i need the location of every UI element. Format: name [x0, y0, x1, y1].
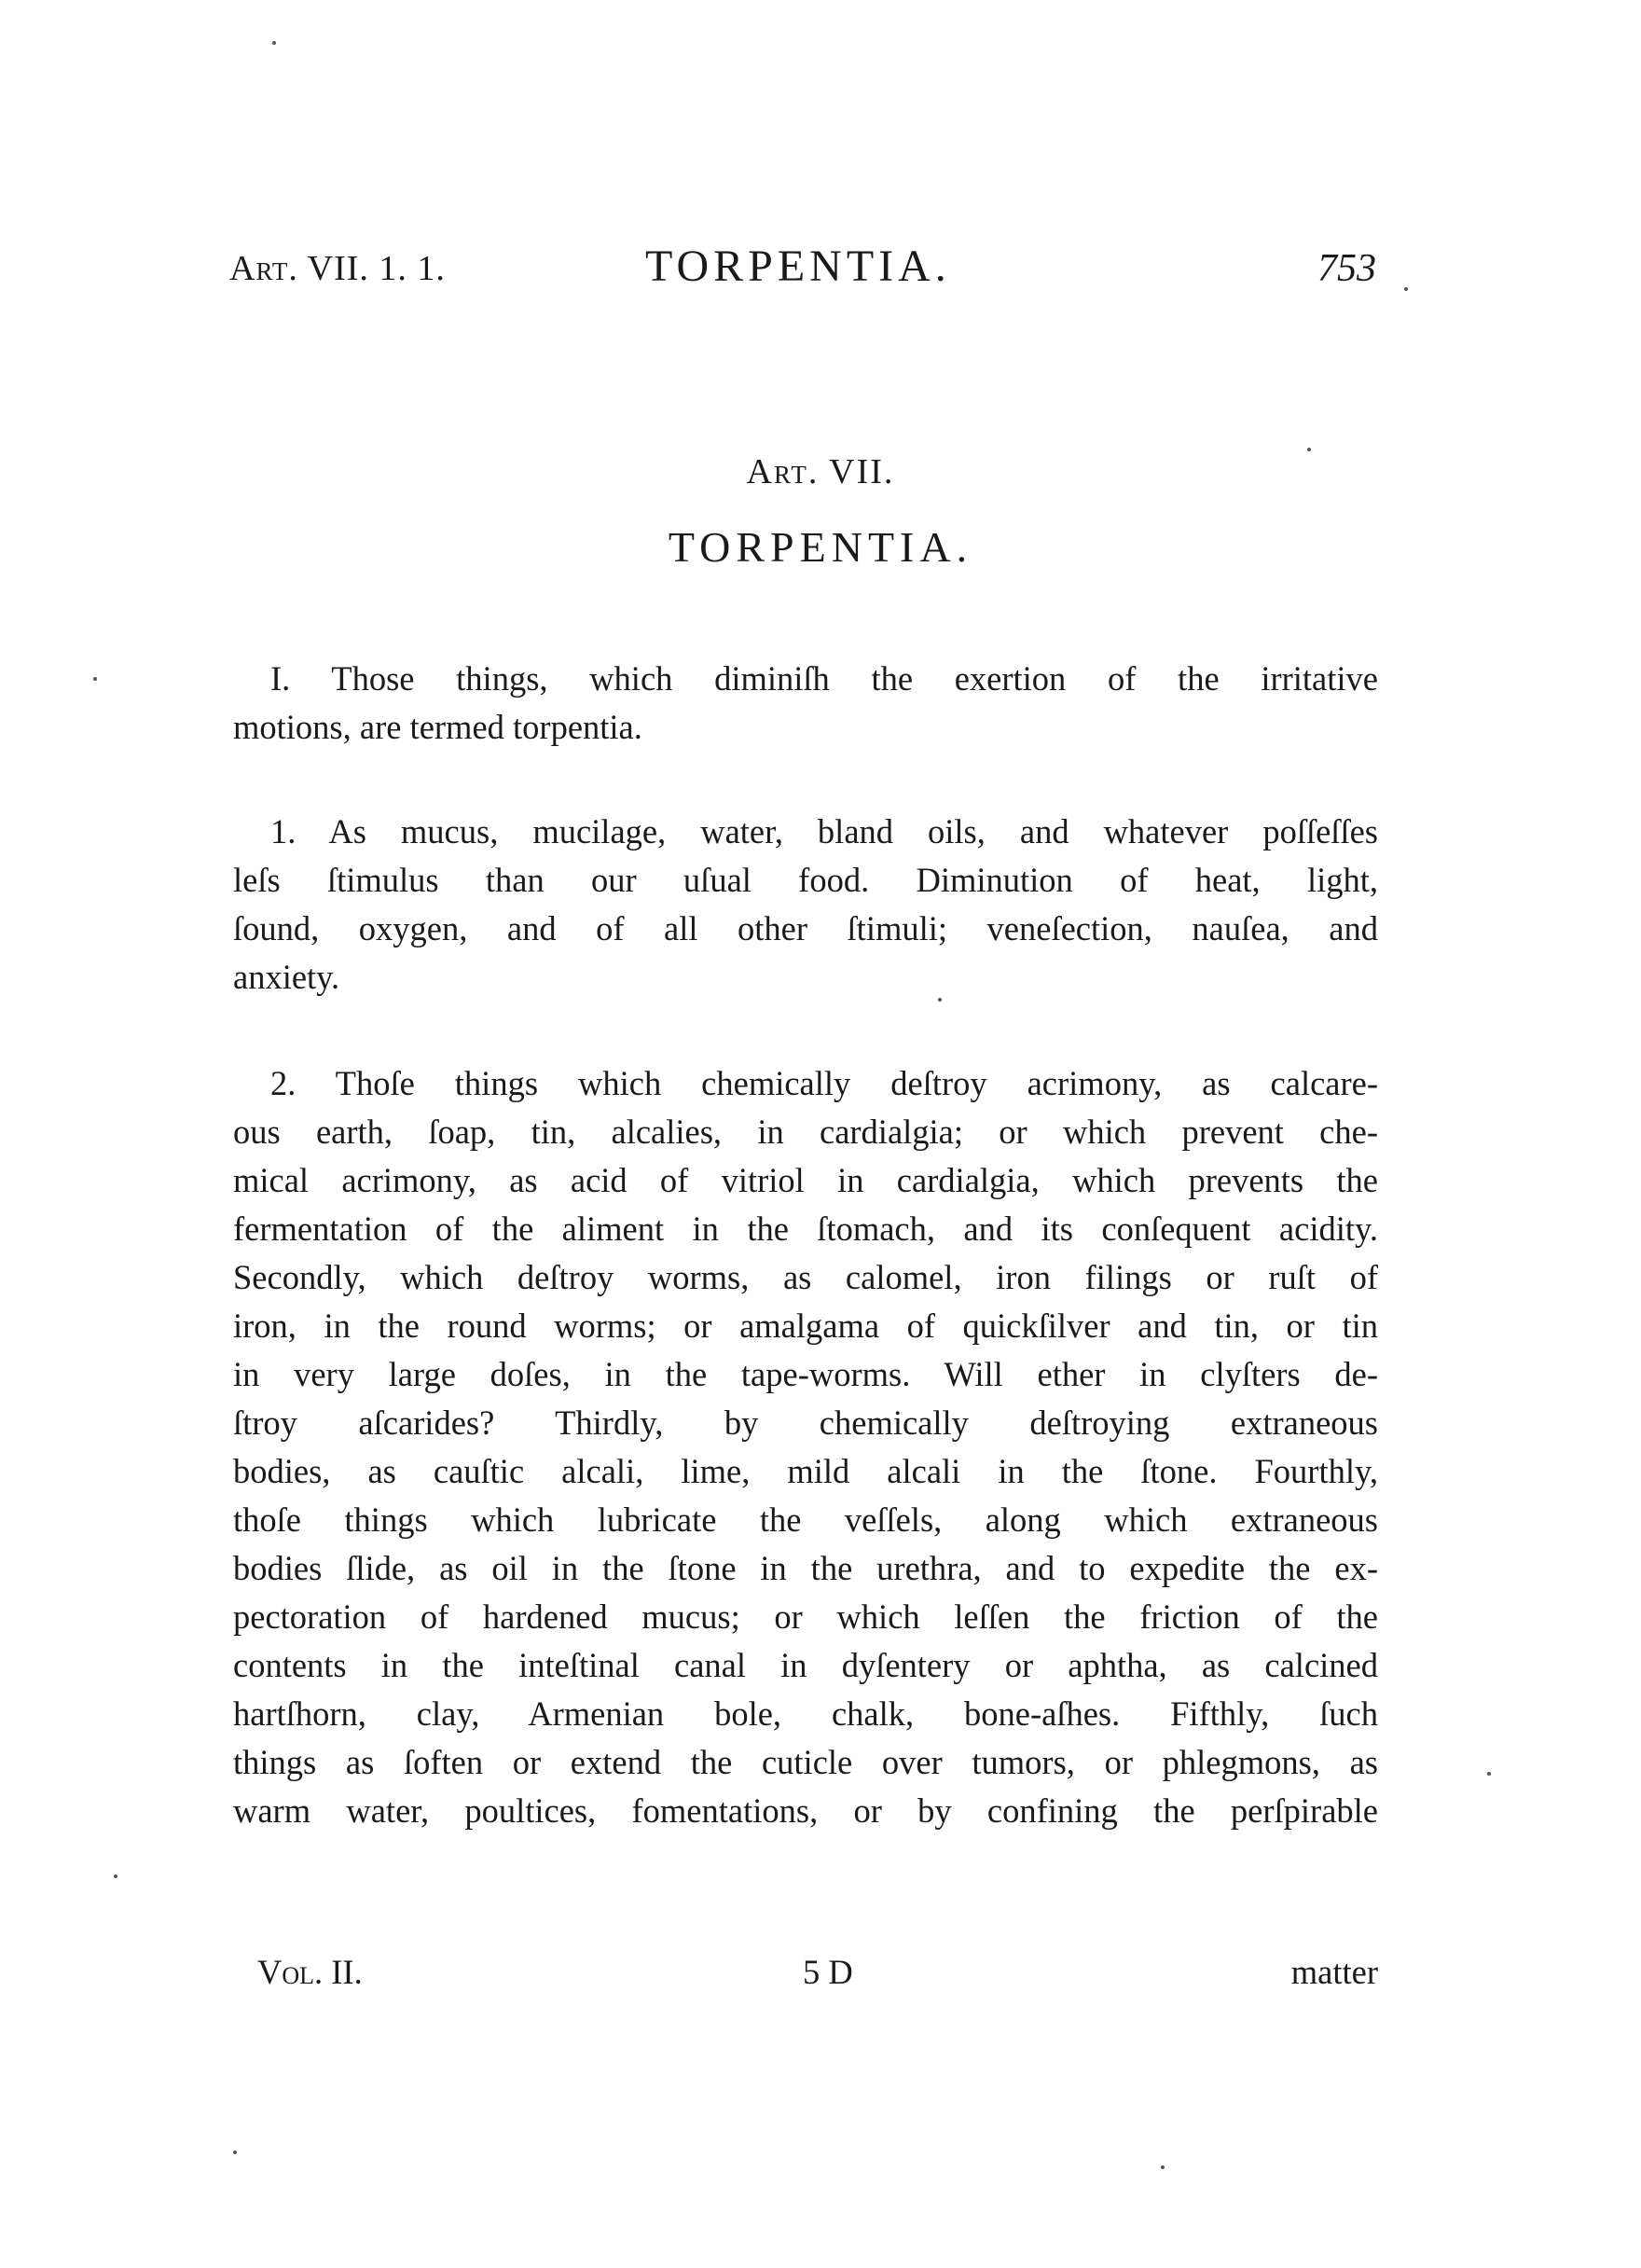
text-line: pectoration of hardened mucus; or which leſſen the friction of the: [233, 1597, 1378, 1636]
catchword: matter: [1290, 1953, 1378, 1991]
text-line: bodies ſlide, as oil in the ſtone in the urethra, and to expedite the ex-: [233, 1549, 1378, 1587]
text-line: bodies, as cauſtic alcali, lime, mild alcali in the ſtone. Fourthly,: [233, 1452, 1378, 1490]
text-line: I. Those things, which diminiſh the exertion of the irritative: [270, 659, 1378, 698]
page-number: 753: [1317, 247, 1376, 290]
paper-speck: [1487, 1772, 1491, 1776]
text-line: Secondly, which deſtroy worms, as calomel, iron filings or ruſt of: [233, 1258, 1378, 1296]
paragraph-definition: [233, 655, 1378, 752]
signature-mark: 5 D: [803, 1953, 853, 1991]
paper-speck: [938, 998, 942, 1002]
text-line: leſs ſtimulus than our uſual food. Diminution of heat, light,: [233, 861, 1378, 899]
text-line: ous earth, ſoap, tin, alcalies, in cardialgia; or which prevent che-: [233, 1113, 1378, 1151]
text-line: contents in the inteſtinal canal in dyſentery or aphtha, as calcined: [233, 1646, 1378, 1684]
running-head-title: TORPENTIA.: [645, 242, 951, 291]
paper-speck: [114, 1874, 117, 1878]
text-line: thoſe things which lubricate the veſſels, along which extraneous: [233, 1500, 1378, 1539]
text-line: ſound, oxygen, and of all other ſtimuli; veneſection, nauſea, and: [233, 909, 1378, 947]
text-line: in very large doſes, in the tape-worms. Will ether in clyſters de-: [233, 1355, 1378, 1393]
volume-label: Vol. II.: [257, 1953, 363, 1991]
paper-speck: [1404, 287, 1408, 291]
text-line: things as ſoften or extend the cuticle over tumors, or phlegmons, as: [233, 1743, 1378, 1781]
text-line: motions, are termed torpentia.: [233, 708, 642, 746]
paragraph-2: [233, 1059, 1378, 1835]
text-line: fermentation of the aliment in the ſtomach, and its conſequent acidity.: [233, 1210, 1378, 1248]
text-line: 1. As mucus, mucilage, water, bland oils, and whatever poſſeſſes: [270, 812, 1378, 850]
paragraph-1: [233, 808, 1378, 1002]
article-title: TORPENTIA.: [668, 523, 973, 571]
text-line: iron, in the round worms; or amalgama of quickſilver and tin, or tin: [233, 1307, 1378, 1345]
text-line: ſtroy aſcarides? Thirdly, by chemically deſtroying extraneous: [233, 1404, 1378, 1442]
article-number: Art. VII.: [746, 452, 895, 491]
paper-speck: [93, 677, 97, 681]
text-line: anxiety.: [233, 958, 340, 996]
text-line: hartſhorn, clay, Armenian bole, chalk, bone-aſhes. Fifthly, ſuch: [233, 1694, 1378, 1733]
text-line: mical acrimony, as acid of vitriol in cardialgia, which prevents the: [233, 1161, 1378, 1199]
text-line: warm water, poultices, fomentations, or by confining the perſpirable: [233, 1791, 1378, 1830]
page-footer: [257, 1952, 1378, 2000]
paper-speck: [1307, 448, 1311, 451]
paper-speck: [272, 41, 276, 45]
text-line: 2. Thoſe things which chemically deſtroy acrimony, as calcare-: [270, 1064, 1378, 1102]
paper-speck: [233, 2150, 237, 2154]
running-head: [229, 241, 1376, 297]
running-head-section: Art. VII. 1. 1.: [229, 249, 446, 288]
paper-speck: [1161, 2165, 1165, 2169]
